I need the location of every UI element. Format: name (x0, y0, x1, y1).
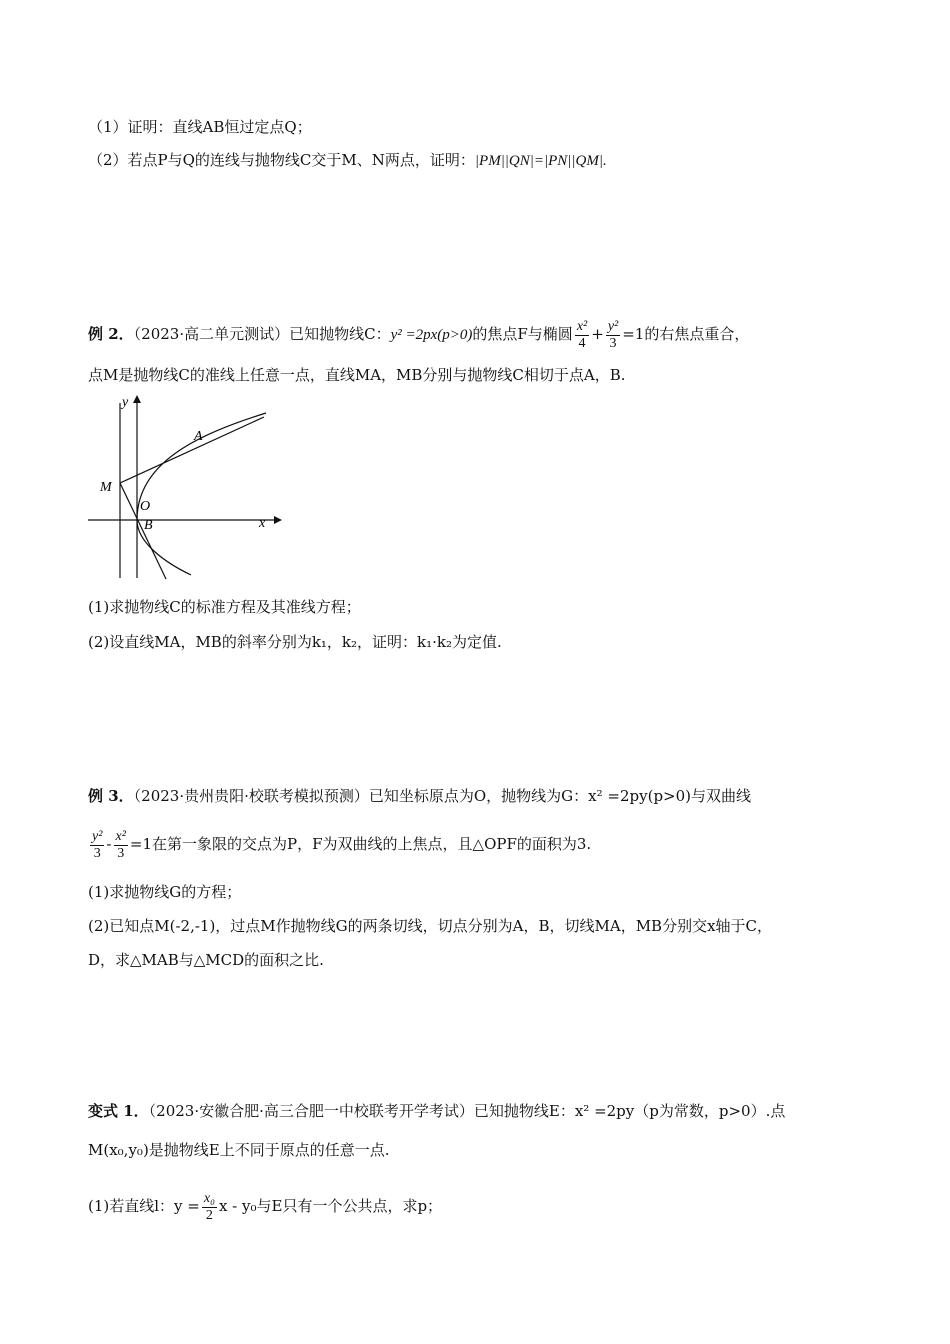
point-m-label: M (100, 480, 112, 495)
variant-1-q1-pre: (1)若直线l：y = (88, 1197, 200, 1215)
question-1: （1）证明：直线AB恒过定点Q； (88, 118, 312, 136)
example-3-question-1: (1)求抛物线G的方程； (88, 883, 242, 901)
hyperbola-x2: x² (115, 828, 126, 844)
ellipse-y2: y² (607, 318, 619, 334)
line-slope-fraction (202, 1191, 217, 1224)
example-3-label: 例 3． (88, 787, 134, 805)
hyperbola-fraction-x (114, 829, 128, 862)
hyperbola-y2: y² (92, 828, 103, 844)
variant-1-text: （2023·安徽合肥·高三合肥一中校联考开学考试）已知抛物线E：x² =2py（p为常数，p>0）.点 (148, 1102, 786, 1120)
question-2-text: （2）若点P与Q的连线与抛物线C交于M、N两点，证明： (88, 151, 475, 169)
example-2-line-2: 点M是抛物线C的准线上任意一点，直线MA，MB分别与抛物线C相切于点A，B. (88, 366, 626, 384)
example-2-question-1: (1)求抛物线C的标准方程及其准线方程； (88, 598, 361, 616)
slope-denominator: 2 (205, 1207, 213, 1223)
ellipse-fraction-x (575, 319, 589, 352)
example-2-mid: 的焦点F与椭圆 (472, 325, 573, 343)
variant-1-label: 变式 1． (88, 1102, 149, 1120)
example-3-question-2: (2)已知点M(-2,-1)，过点M作抛物线G的两条切线，切点分别为A，B，切线MA，MB分别交x轴于C， (88, 917, 773, 935)
x-axis-arrow (274, 516, 282, 524)
hyperbola-fraction-y (90, 829, 104, 862)
point-a-label: A (194, 429, 203, 444)
hyperbola-3a: 3 (93, 845, 101, 861)
example-3-text: （2023·贵州贵阳·校联考模拟预测）已知坐标原点为O，抛物线为G：x² =2py(p>0)与双曲线 (133, 787, 752, 805)
origin-label: O (140, 499, 151, 514)
question-2 (88, 150, 607, 171)
example-2-tail: =1的右焦点重合， (622, 325, 750, 343)
tangent-line-ma (120, 417, 264, 483)
question-2-formula: |PM||QN|=|PN||QM|. (474, 153, 607, 169)
example-2-question-2: (2)设直线MA，MB的斜率分别为k₁，k₂，证明：k₁·k₂为定值. (88, 633, 502, 651)
variant-1-q1-tail: x - y₀与E只有一个公共点，求p； (218, 1197, 443, 1215)
parabola-graph (86, 393, 286, 583)
variant-1-question-1 (88, 1184, 442, 1228)
tangent-line-mb (120, 483, 166, 579)
ellipse-3: 3 (609, 335, 617, 351)
variant-1-line-2: M(x₀,y₀)是抛物线E上不同于原点的任意一点. (88, 1141, 390, 1159)
example-3-question-2b: D，求△MAB与△MCD的面积之比. (88, 951, 324, 969)
ellipse-4: 4 (578, 335, 586, 351)
y-axis-label: y (122, 395, 129, 410)
y-axis-arrow (133, 395, 141, 403)
x-axis-label: x (259, 516, 266, 531)
example-2-line-1: 例 2．（2023·高二单元测试）已知抛物线C：y² =2px(p>0)的焦点F与椭圆 $\frac{\text{x²}}{4}$ + $\frac{\text{y²}}{3}$ =1的右焦点重合， (88, 318, 750, 351)
point-b-label: B (144, 518, 153, 533)
parabola-equation: y² =2px(p>0) (390, 327, 473, 343)
example-3-line-1 (88, 786, 751, 806)
example-2-source: （2023·高二单元测试）已知抛物线C： (133, 325, 391, 343)
variant-1-line-1 (88, 1101, 785, 1121)
ellipse-fraction-y (606, 319, 620, 352)
slope-numerator: x₀ (203, 1190, 215, 1206)
ellipse-x2: x² (576, 318, 588, 334)
example-2-label: 例 2． (88, 325, 134, 343)
example-3-line-2: $\frac{\text{y²}}{3}$ - $\frac{\text{x²}}{3}$ =1在第一象限的交点为P，F为双曲线的上焦点，且△OPF的面积为3. (92, 828, 592, 861)
hyperbola-3b: 3 (117, 845, 125, 861)
example-3-line-2-text: =1在第一象限的交点为P，F为双曲线的上焦点，且△OPF的面积为3. (129, 835, 592, 853)
